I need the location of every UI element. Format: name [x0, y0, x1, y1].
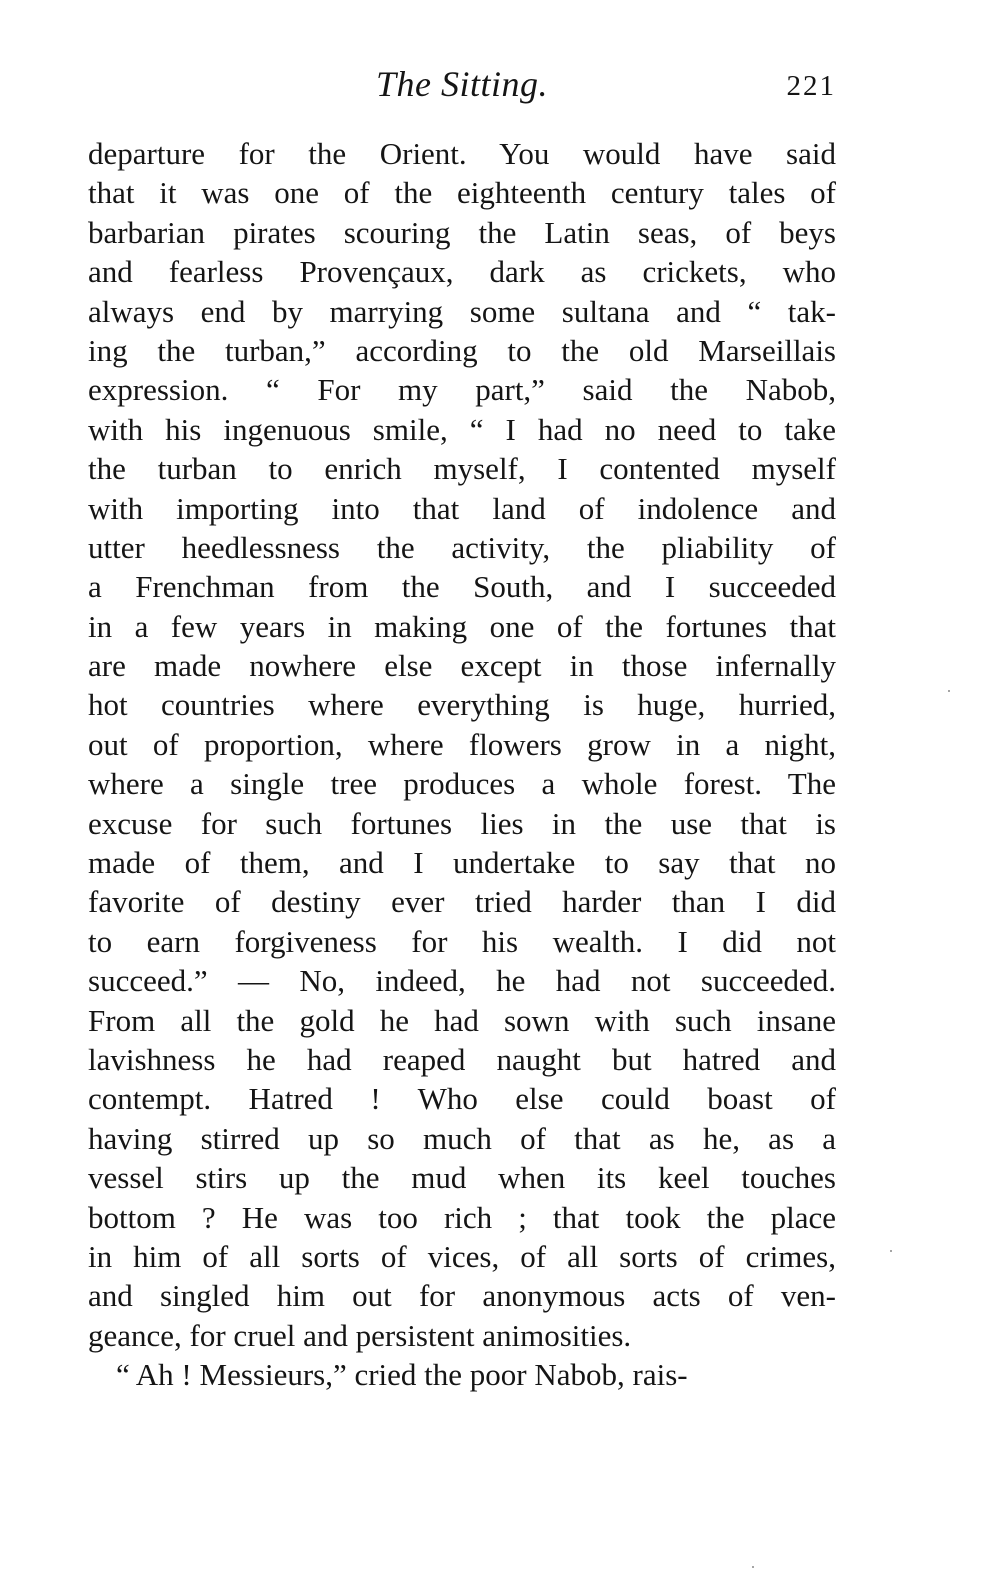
text-line: with importing into that land of indolence and [88, 490, 836, 526]
running-title: The Sitting. [375, 64, 548, 104]
text-line: with his ingenuous smile, “ I had no need to take [88, 411, 836, 447]
text-line: departure for the Orient. You would have said [88, 136, 836, 171]
text-line: lavishness he had reaped naught but hatred and [88, 1041, 836, 1077]
running-head [88, 60, 836, 110]
text-line: excuse for such fortunes lies in the use that is [88, 805, 836, 841]
text-line: made of them, and I undertake to say that no [88, 845, 836, 881]
paragraph-start-line: “ Ah ! Messieurs,” cried the poor Nabob, rais- [116, 1357, 688, 1393]
paragraph-end-line: geance, for cruel and persistent animosities. [88, 1317, 632, 1353]
text-line: utter heedlessness the activity, the pliability of [88, 529, 836, 565]
text-line: favorite of destiny ever tried harder than I did [88, 884, 836, 920]
text-line: contempt. Hatred ! Who else could boast of [88, 1081, 836, 1117]
text-line: the turban to enrich myself, I contented myself [88, 451, 836, 487]
text-line: are made nowhere else except in those infernally [88, 648, 836, 684]
paper-speck [890, 1250, 892, 1252]
text-line: and fearless Provençaux, dark as crickets, who [88, 254, 836, 290]
text-line: and singled him out for anonymous acts of ven- [88, 1278, 836, 1314]
page-number: 221 [786, 70, 836, 102]
text-line: From all the gold he had sown with such insane [88, 1002, 836, 1038]
text-line: expression. “ For my part,” said the Nabob, [88, 372, 836, 408]
text-line: ing the turban,” according to the old Marseillais [88, 332, 836, 368]
text-line: a Frenchman from the South, and I succeeded [88, 569, 836, 605]
text-line: to earn forgiveness for his wealth. I did not [88, 923, 836, 959]
body-text [88, 134, 836, 1395]
text-line: having stirred up so much of that as he, as a [88, 1120, 836, 1156]
text-line: in a few years in making one of the fortunes that [88, 608, 836, 644]
text-line: succeed.” — No, indeed, he had not succeeded. [88, 963, 836, 999]
text-line: that it was one of the eighteenth century tales of [88, 175, 836, 211]
text-line: barbarian pirates scouring the Latin seas, of beys [88, 214, 836, 250]
text-line: hot countries where everything is huge, hurried, [88, 687, 836, 723]
text-line: vessel stirs up the mud when its keel touches [88, 1160, 836, 1196]
paper-speck [752, 1566, 754, 1568]
paper-speck [948, 690, 950, 692]
text-line: where a single tree produces a whole forest. The [88, 766, 836, 802]
text-line: always end by marrying some sultana and “ tak- [88, 293, 836, 329]
text-line: in him of all sorts of vices, of all sorts of crimes, [88, 1238, 836, 1274]
text-line: bottom ? He was too rich ; that took the place [88, 1199, 836, 1235]
text-line: out of proportion, where flowers grow in a night, [88, 726, 836, 762]
